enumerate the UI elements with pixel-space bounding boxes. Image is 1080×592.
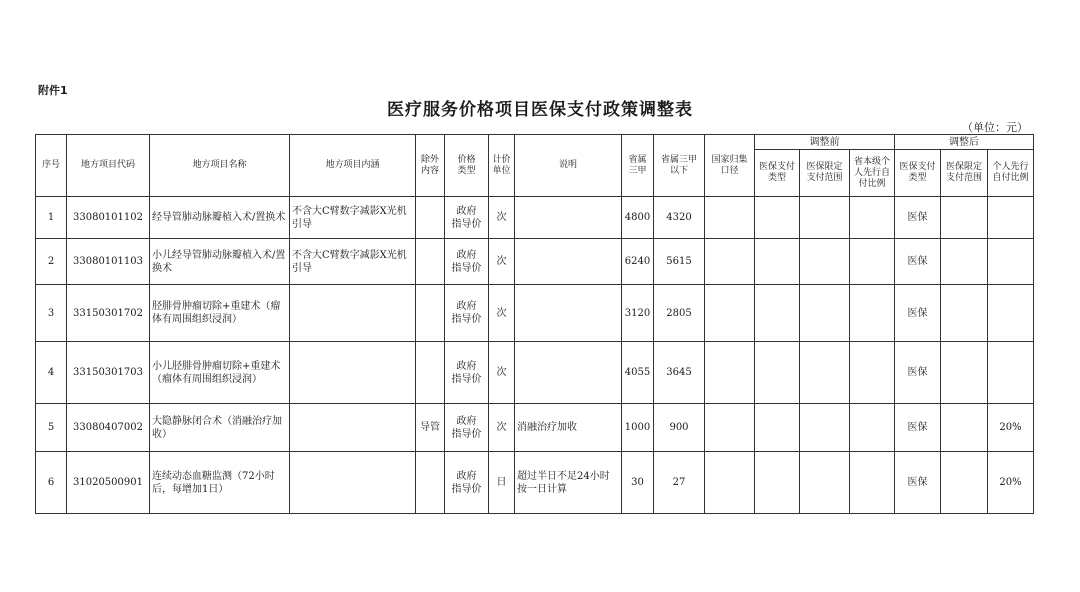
row-name: 小儿经导管肺动脉瓣植入术/置换术 [150,239,290,285]
row-name: 连续动态血糖监测（72小时后，每增加1日） [150,452,290,514]
row-after-limit [941,239,988,285]
unit-note: （单位：元） [962,121,1028,134]
row-before-self-ratio [850,285,895,342]
row-seq: 5 [36,404,67,452]
row-note [515,285,622,342]
row-code: 31020500901 [67,452,150,514]
row-price-type: 政府 指导价 [445,239,489,285]
row-seq: 4 [36,342,67,404]
row-before-limit [800,239,850,285]
row-after-pay-type: 医保 [895,342,941,404]
row-after-self-ratio [988,239,1034,285]
row-prov-a: 30 [622,452,654,514]
row-prov-below: 3645 [654,342,705,404]
row-content [290,285,416,342]
row-content [290,452,416,514]
row-note [515,239,622,285]
header-unit: 计价 单位 [489,135,515,197]
row-before-self-ratio [850,197,895,239]
row-before-pay-type [755,404,800,452]
row-prov-below: 900 [654,404,705,452]
row-content [290,342,416,404]
row-national [705,285,755,342]
row-prov-a: 1000 [622,404,654,452]
row-content [290,404,416,452]
row-before-pay-type [755,285,800,342]
row-unit: 次 [489,404,515,452]
row-note [515,342,622,404]
header-content: 地方项目内涵 [290,135,416,197]
row-after-limit [941,197,988,239]
row-national [705,197,755,239]
row-before-self-ratio [850,404,895,452]
row-after-self-ratio [988,197,1034,239]
row-after-self-ratio [988,285,1034,342]
row-before-self-ratio [850,239,895,285]
row-before-pay-type [755,342,800,404]
row-before-pay-type [755,239,800,285]
header-before-pay-type: 医保支付 类型 [755,150,800,197]
row-excluded [416,239,445,285]
row-after-limit [941,285,988,342]
row-excluded [416,285,445,342]
row-excluded [416,342,445,404]
header-note: 说明 [515,135,622,197]
row-national [705,452,755,514]
header-excluded: 除外 内容 [416,135,445,197]
header-code: 地方项目代码 [67,135,150,197]
row-prov-below: 4320 [654,197,705,239]
row-after-limit [941,452,988,514]
header-prov-a: 省属 三甲 [622,135,654,197]
table-row [36,197,1034,239]
row-after-pay-type: 医保 [895,239,941,285]
row-price-type: 政府 指导价 [445,342,489,404]
row-price-type: 政府 指导价 [445,452,489,514]
row-before-limit [800,285,850,342]
header-national: 国家归集 口径 [705,135,755,197]
row-name: 小儿胫腓骨肿瘤切除+重建术（瘤体有周围组织浸润） [150,342,290,404]
row-price-type: 政府 指导价 [445,285,489,342]
row-prov-a: 3120 [622,285,654,342]
row-before-limit [800,404,850,452]
row-unit: 日 [489,452,515,514]
row-prov-a: 4800 [622,197,654,239]
row-unit: 次 [489,285,515,342]
row-name: 经导管肺动脉瓣植入术/置换术 [150,197,290,239]
row-excluded [416,452,445,514]
row-after-limit [941,404,988,452]
header-after-limit: 医保限定 支付范围 [941,150,988,197]
row-before-self-ratio [850,452,895,514]
header-after-pay-type: 医保支付 类型 [895,150,941,197]
header-prov-below: 省属三甲 以下 [654,135,705,197]
row-code: 33080407002 [67,404,150,452]
row-after-pay-type: 医保 [895,197,941,239]
row-unit: 次 [489,239,515,285]
row-before-limit [800,197,850,239]
row-unit: 次 [489,342,515,404]
row-prov-a: 6240 [622,239,654,285]
row-after-pay-type: 医保 [895,404,941,452]
table-body [36,197,1034,514]
row-name: 胫腓骨肿瘤切除+重建术（瘤体有周围组织浸润） [150,285,290,342]
row-seq: 1 [36,197,67,239]
row-code: 33150301702 [67,285,150,342]
row-note [515,197,622,239]
row-seq: 2 [36,239,67,285]
row-after-pay-type: 医保 [895,452,941,514]
row-before-limit [800,342,850,404]
row-national [705,404,755,452]
document-title: 医疗服务价格项目医保支付政策调整表 [387,100,693,120]
row-before-pay-type [755,452,800,514]
header-seq: 序号 [36,135,67,197]
header-after-self-ratio: 个人先行 自付比例 [988,150,1034,197]
row-code: 33080101103 [67,239,150,285]
row-code: 33080101102 [67,197,150,239]
policy-table [35,134,1034,514]
row-prov-below: 5615 [654,239,705,285]
header-name: 地方项目名称 [150,135,290,197]
row-before-self-ratio [850,342,895,404]
row-after-self-ratio [988,342,1034,404]
row-after-self-ratio: 20% [988,452,1034,514]
row-name: 大隐静脉闭合术（消融治疗加收） [150,404,290,452]
table-row [36,452,1034,514]
row-code: 33150301703 [67,342,150,404]
row-prov-a: 4055 [622,342,654,404]
row-content: 不含大C臂数字减影X光机引导 [290,197,416,239]
table-row [36,342,1034,404]
header-before-self-ratio: 省本级个 人先行自 付比例 [850,150,895,197]
row-before-pay-type [755,197,800,239]
header-after-group: 调整后 [895,135,1034,150]
row-note: 超过半日不足24小时按一日计算 [515,452,622,514]
header-before-group: 调整前 [755,135,895,150]
attachment-label: 附件1 [38,84,68,97]
row-after-self-ratio: 20% [988,404,1034,452]
header-before-limit: 医保限定 支付范围 [800,150,850,197]
row-price-type: 政府 指导价 [445,197,489,239]
table-row [36,404,1034,452]
row-before-limit [800,452,850,514]
row-national [705,239,755,285]
row-seq: 6 [36,452,67,514]
row-after-limit [941,342,988,404]
row-national [705,342,755,404]
row-price-type: 政府 指导价 [445,404,489,452]
header-price-type: 价格 类型 [445,135,489,197]
table-row [36,239,1034,285]
row-seq: 3 [36,285,67,342]
row-note: 消融治疗加收 [515,404,622,452]
row-prov-below: 27 [654,452,705,514]
row-excluded [416,197,445,239]
row-unit: 次 [489,197,515,239]
table-row [36,285,1034,342]
row-after-pay-type: 医保 [895,285,941,342]
row-content: 不含大C臂数字减影X光机引导 [290,239,416,285]
row-prov-below: 2805 [654,285,705,342]
row-excluded: 导管 [416,404,445,452]
